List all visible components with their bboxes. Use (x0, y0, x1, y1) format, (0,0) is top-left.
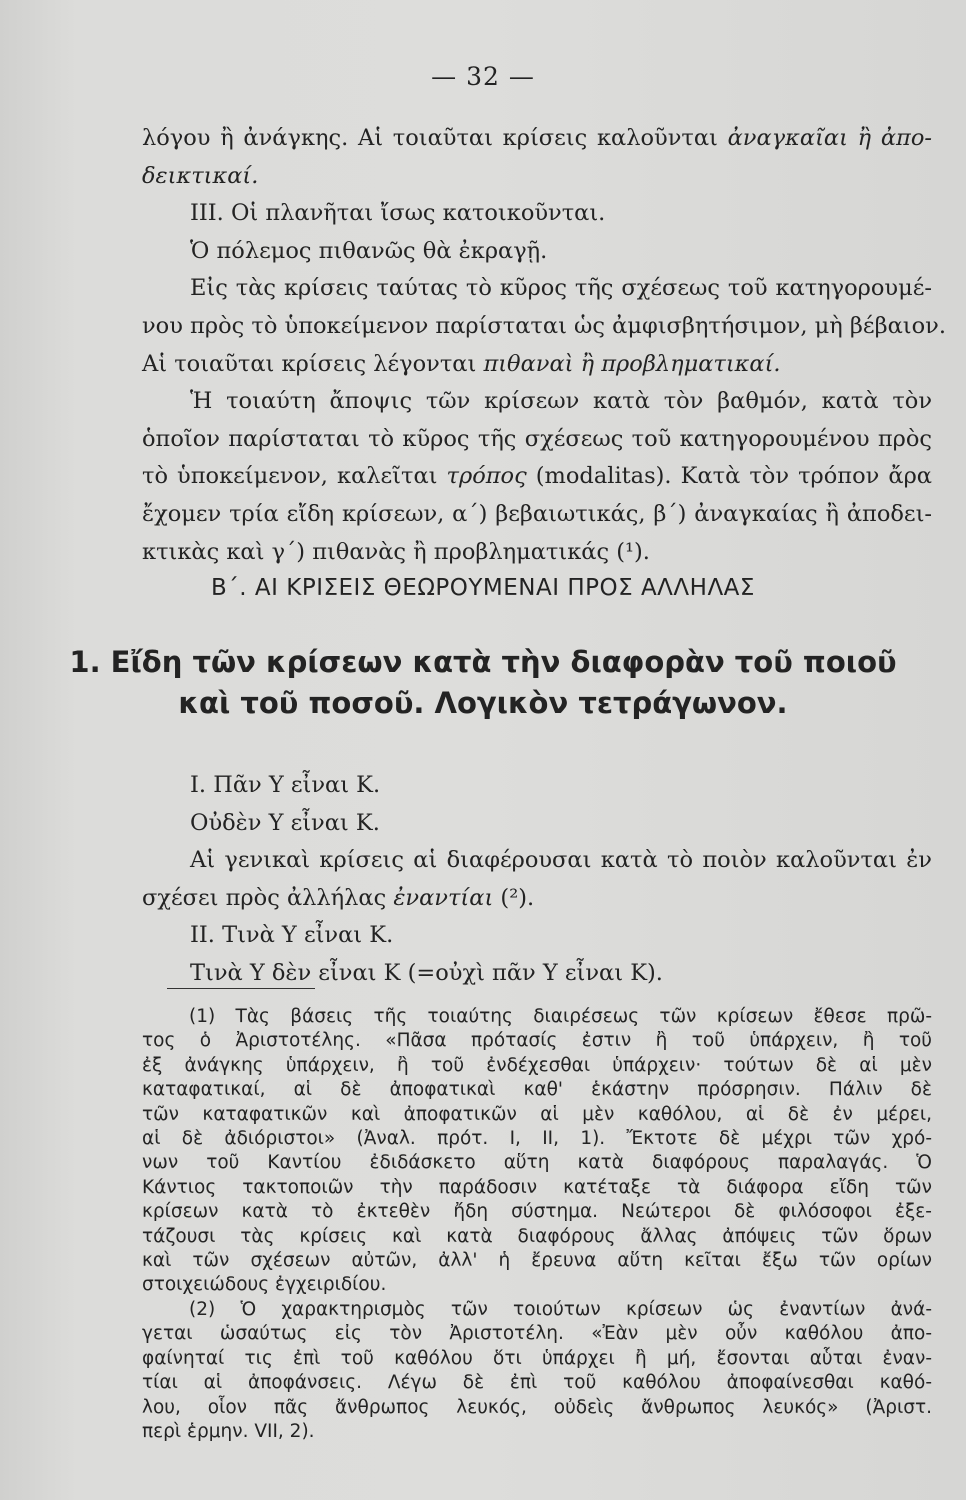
footnote-line: αἱ δὲ ἀδιόριστοι» (Ἀναλ. πρότ. I, II, 1). Ἔκτοτε δὲ μέχρι τῶν χρό- (142, 1128, 932, 1150)
example-line: Ὁ πόλεμος πιθανῶς θὰ ἐκραγῇ. (190, 237, 548, 264)
examples-block (142, 767, 932, 993)
footnote-line: (2) Ὁ χαρακτηρισμὸς τῶν τοιούτων κρίσεων ὡς ἐναντίων ἀνά- (189, 1298, 932, 1320)
text-line: Αἱ γενικαὶ κρίσεις αἱ διαφέρουσαι κατὰ τὸ ποιὸν καλοῦνται ἐν (190, 847, 932, 874)
example-line: Οὐδὲν Υ εἶναι Κ. (190, 809, 380, 836)
footnote-line: Κάντιος τακτοποιῶν τὴν παράδοσιν κατέταξε τὰ διάφορα εἴδη τῶν (142, 1176, 932, 1198)
text-line: σχέσει πρὸς ἀλλήλας ἐναντίαι (²). (142, 884, 535, 911)
footnote-line: καὶ τῶν σχέσεων αὐτῶν, ἀλλ' ἡ ἔρευνα αὕτη κεῖται ἔξω τῶν ορίων (142, 1250, 932, 1272)
footnote-line: (1) Τὰς βάσεις τῆς τοιαύτης διαιρέσεως τῶν κρίσεων ἔθεσε πρῶ- (189, 1006, 932, 1027)
subheading-line-1: 1. Εἴδη τῶν κρίσεων κατὰ τὴν διαφορὰν τοῦ ποιοῦ (69, 645, 897, 679)
text-line: λόγου ἢ ἀνάγκης. Αἱ τοιαῦται κρίσεις καλοῦνται ἀναγκαῖαι ἢ ἀπο- (142, 125, 932, 151)
footnote-line: καταφατικαί, αἱ δὲ ἀποφατικαὶ καθ' ἑκάστην πρόσρησιν. Πάλιν δὲ (142, 1079, 932, 1101)
text-line: κτικὰς καὶ γ΄) πιθανὰς ἢ προβληματικάς (¹). (142, 538, 650, 565)
example-line: III. Οἱ πλανῆται ἴσως κατοικοῦνται. (190, 200, 606, 227)
footnote-line: τος ὁ Ἀριστοτέλης. «Πᾶσα πρότασίς ἐστιν ἢ τοῦ ὑπάρχειν, ἢ τοῦ (142, 1030, 932, 1052)
footnote-line: κρίσεων κατὰ τὸ ἐκτεθὲν ἤδη σύστημα. Νεώτεροι δὲ φιλόσοφοι ἐξε- (142, 1201, 932, 1223)
text-line: Εἰς τὰς κρίσεις ταύτας τὸ κῦρος τῆς σχέσεως τοῦ κατηγορουμέ- (190, 275, 932, 302)
italic-term: ἀναγκαῖαι ἢ ἀπο- (727, 125, 932, 151)
italic-term: τρόπος (446, 463, 527, 490)
footnotes (142, 1005, 932, 1444)
footnote-divider (167, 988, 315, 989)
italic-term: ἐναντίαι (393, 884, 494, 911)
footnote-line: περὶ ἑρμην. VII, 2). (142, 1420, 315, 1442)
footnote-line: λου, οἷον πᾶς ἄνθρωπος λευκός, οὐδεὶς ἄνθρωπος λευκός» (Ἀριστ. (142, 1396, 932, 1418)
text-line: Ἡ τοιαύτη ἄποψις τῶν κρίσεων κατὰ τὸν βαθμόν, κατὰ τὸν (190, 388, 932, 415)
footnote-line: γεται ὡσαύτως εἰς τὸν Ἀριστοτέλη. «Ἐὰν μὲν οὖν καθόλου ἀπο- (142, 1323, 932, 1345)
main-text (142, 120, 946, 571)
text-line: τὸ ὑποκείμενον, καλεῖται τρόπος (modalitas). Κατὰ τὸν τρόπον ἄρα (142, 463, 933, 490)
footnote-line: ἐξ ἀνάγκης ὑπάρχειν, ἢ τοῦ ἐνδέχεσθαι ὑπάρχειν· τούτων δὲ αἱ μὲν (142, 1054, 932, 1076)
footnote-line: τίαι αἱ ἀποφάνσεις. Λέγω δὲ ἐπὶ τοῦ καθόλου ἀποφαίνεσθαι καθό- (142, 1372, 932, 1394)
example-line: Τινὰ Υ δὲν εἶναι Κ (=οὐχὶ πᾶν Υ εἶναι Κ). (190, 959, 663, 986)
footnote-line: φαίνηταί τις ἐπὶ τοῦ καθόλου ὅτι ὑπάρχει ἢ μή, ἔσονται αὗται ἐναν- (142, 1347, 932, 1369)
text-line: Αἱ τοιαῦται κρίσεις λέγονται πιθαναὶ ἢ προβληματικαί. (142, 350, 781, 377)
text-line: ἔχομεν τρία εἴδη κρίσεων, α΄) βεβαιωτικάς, β΄) ἀναγκαίας ἢ ἀποδει- (142, 500, 932, 527)
text-line: ὁποῖον παρίσταται τὸ κῦρος τῆς σχέσεως τοῦ κατηγορουμένου πρὸς (142, 425, 932, 452)
footnote-line: τῶν καταφατικῶν καὶ ἀποφατικῶν αἱ μὲν καθόλου, αἱ δὲ ἐν μέρει, (142, 1103, 932, 1125)
footnote-line: νων τοῦ Καντίου ἐδιδάσκετο αὕτη κατὰ διαφόρους παραλαγάς. Ὁ (142, 1152, 932, 1174)
text-line: δεικτικαί. (142, 162, 259, 189)
subheading-line-2: καὶ τοῦ ποσοῦ. Λογικὸν τετράγωνον. (178, 686, 788, 720)
example-line: II. Τινὰ Υ εἶναι Κ. (190, 922, 394, 949)
italic-term: πιθαναὶ ἢ προβληματικαί. (483, 350, 781, 377)
footnote-line: τάζουσι τὰς κρίσεις καὶ κατὰ διαφόρους ἄλλας ἀπόψεις τῶν ὅρων (142, 1225, 932, 1247)
section-heading: Β΄. ΑΙ ΚΡΙΣΕΙΣ ΘΕΩΡΟΥΜΕΝΑΙ ΠΡΟΣ ΑΛΛΗΛΑΣ (211, 575, 755, 601)
footnote-line: στοιχειώδους ἐγχειριδίου. (142, 1274, 387, 1296)
page-number: — 32 — (431, 62, 535, 91)
example-line: I. Πᾶν Υ εἶναι Κ. (190, 772, 381, 798)
text-line: νου πρὸς τὸ ὑποκείμενον παρίσταται ὡς ἀμφισβητήσιμον, μὴ βέβαιον. (142, 312, 946, 339)
